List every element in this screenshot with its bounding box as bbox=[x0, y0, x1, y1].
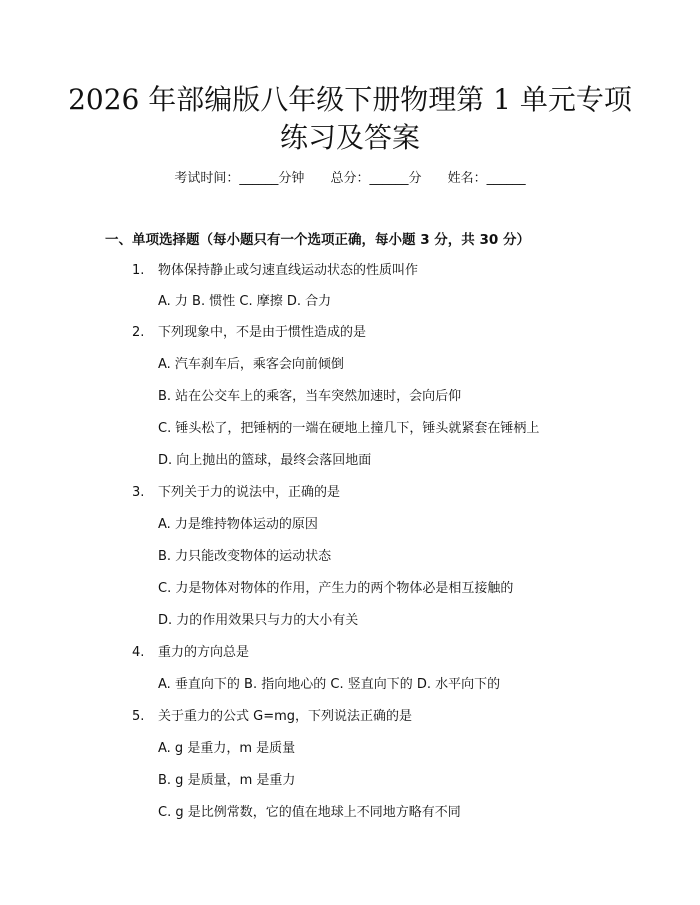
total-score-field: 总分：______分 bbox=[330, 171, 422, 186]
question-number: 5. bbox=[132, 709, 145, 724]
question-option: C. 锤头松了，把锤柄的一端在硬地上撞几下，锤头就紧套在锤柄上 bbox=[158, 421, 540, 436]
question-text: 物体保持静止或匀速直线运动状态的性质叫作 bbox=[158, 263, 419, 278]
name-field: 姓名：______ bbox=[447, 171, 526, 186]
question-option: C. 力是物体对物体的作用，产生力的两个物体必是相互接触的 bbox=[158, 581, 514, 596]
page-title-line-2: 练习及答案 bbox=[279, 121, 420, 154]
question-number: 4. bbox=[132, 645, 145, 660]
question-text: 下列关于力的说法中，正确的是 bbox=[158, 485, 341, 500]
question-option: A. 力是维持物体运动的原因 bbox=[158, 517, 318, 532]
question-option: B. 力只能改变物体的运动状态 bbox=[158, 549, 332, 564]
question-option: B. g 是质量，m 是重力 bbox=[158, 773, 296, 788]
question-option: A. 力 B. 惯性 C. 摩擦 D. 合力 bbox=[158, 294, 332, 309]
exam-time-field: 考试时间：______分钟 bbox=[174, 171, 305, 186]
section-heading: 一、单项选择题（每小题只有一个选项正确，每小题 3 分，共 30 分） bbox=[105, 232, 530, 248]
page-title-line-1: 2026 年部编版八年级下册物理第 1 单元专项 bbox=[68, 83, 632, 116]
question-number: 3. bbox=[132, 485, 145, 500]
question-option: D. 力的作用效果只与力的大小有关 bbox=[158, 613, 359, 628]
question-option: C. g 是比例常数，它的值在地球上不同地方略有不同 bbox=[158, 805, 461, 820]
question-option: A. 垂直向下的 B. 指向地心的 C. 竖直向下的 D. 水平向下的 bbox=[158, 677, 501, 692]
question-option: D. 向上抛出的篮球，最终会落回地面 bbox=[158, 453, 372, 468]
question-option: A. g 是重力，m 是质量 bbox=[158, 741, 296, 756]
question-text: 下列现象中，不是由于惯性造成的是 bbox=[158, 325, 367, 340]
question-text: 关于重力的公式 G=mg，下列说法正确的是 bbox=[158, 709, 413, 724]
question-number: 1. bbox=[132, 263, 145, 278]
exam-meta bbox=[0, 170, 700, 188]
question-number: 2. bbox=[132, 325, 145, 340]
question-text: 重力的方向总是 bbox=[158, 645, 250, 660]
question-option: A. 汽车刹车后，乘客会向前倾倒 bbox=[158, 357, 344, 372]
question-option: B. 站在公交车上的乘客，当车突然加速时，会向后仰 bbox=[158, 389, 462, 404]
